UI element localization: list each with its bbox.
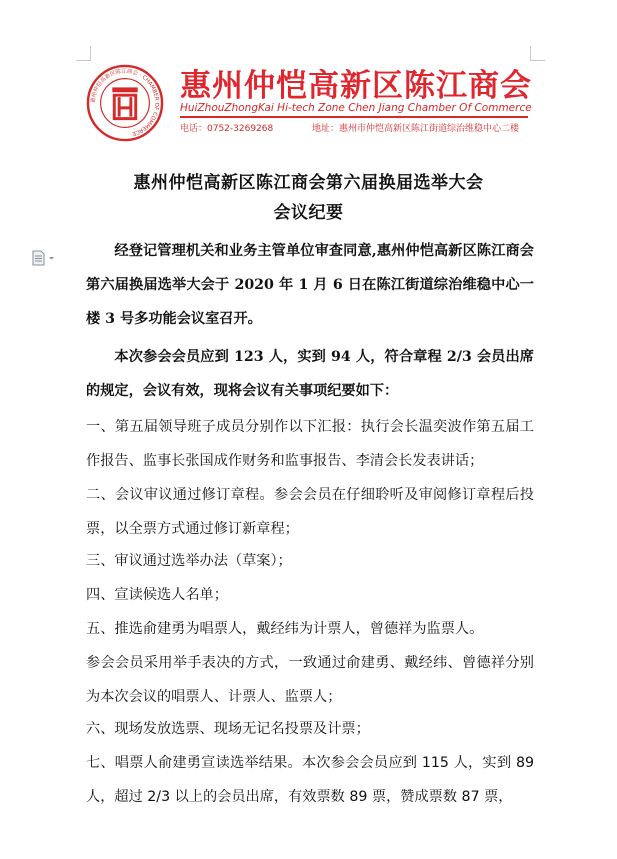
contact-address: 地址：惠州市仲恺高新区陈江街道综治维稳中心二楼 (312, 124, 520, 134)
document-subtitle: 会议纪要 (273, 203, 344, 223)
agenda-item-5: 五、推选俞建勇为唱票人，戴经纬为计票人，曾德祥为监票人。 (86, 621, 484, 637)
letterhead-rule (180, 116, 528, 118)
agenda-item-7: 七、唱票人俞建勇宣读选举结果。本次参会会员应到 115 人，实到 89 人，超过 2/3 以上的会员出席，有效票数 89 票，赞成票数 87 票， (86, 755, 534, 805)
paragraph-options-icon[interactable] (32, 250, 58, 266)
agenda-item-5-detail: 参会会员采用举手表决的方式，一致通过俞建勇、戴经纬、曾德祥分别为本次会议的唱票人、计票人、监票人； (86, 655, 534, 705)
intro-paragraph: 经登记管理机关和业务主管单位审查同意,惠州仲恺高新区陈江商会第六届换届选举大会于 2020 年 1 月 6 日在陈江街道综治维稳中心一楼 3 号多功能会议室召开。 (86, 243, 534, 327)
contact-phone: 电话：0752-3269268 (180, 124, 274, 134)
org-name: 惠州仲恺高新区陈江商会 (180, 68, 532, 104)
org-name-english: HuiZhouZhongKai Hi-tech Zone Chen Jiang Chamber Of Commerce (180, 102, 532, 114)
agenda-item-3: 三、审议通过选举办法（草案）； (86, 553, 292, 569)
seal-ring-text: 惠州仲恺高新区陈江商会 · CHAMBER OF COMMERCE (90, 68, 160, 137)
agenda-item-4: 四、宣读候选人名单； (86, 587, 228, 603)
agenda-item-2: 二、会议审议通过修订章程。参会会员在仔细聆听及审阅修订章程后投票，以全票方式通过修订新章程； (86, 487, 534, 537)
attendance-paragraph: 本次参会会员应到 123 人，实到 94 人，符合章程 2/3 会员出席的规定，会议有效，现将会议有关事项纪要如下： (86, 349, 534, 399)
agenda-item-6: 六、现场发放选票、现场无记名投票及计票； (86, 721, 370, 737)
document-title: 惠州仲恺高新区陈江商会第六届换届选举大会 (133, 173, 484, 193)
chamber-seal-logo (86, 64, 164, 142)
agenda-item-1: 一、第五届领导班子成员分别作以下汇报：执行会长温奕波作第五届工作报告、监事长张国成作财务和监事报告、李清会长发表讲话； (86, 419, 534, 469)
letterhead (86, 58, 546, 144)
